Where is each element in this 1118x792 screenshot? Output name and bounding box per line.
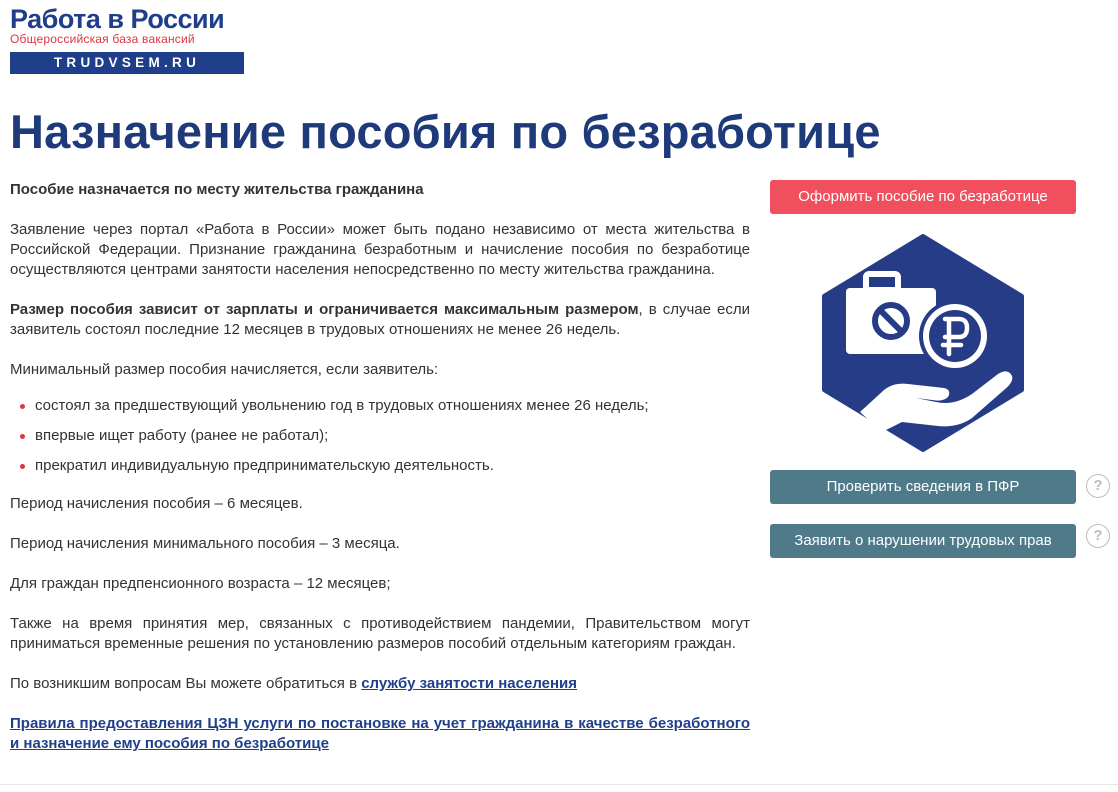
paragraph-application: Заявление через портал «Работа в России» может быть подано независимо от места жительства в Российской Федерации. Признание гражданина безработным и начисление пособия по безработице осуществляются центрами занятости населения непосредственно по месту жительства гражданина. (10, 221, 750, 278)
logo-domain: TRUDVSEM.RU (10, 52, 244, 74)
check-pfr-button[interactable]: Проверить сведения в ПФР (770, 470, 1076, 504)
list-item: состоял за предшествующий увольнению год в трудовых отношениях менее 26 недель; (10, 392, 750, 422)
bullet-dot-icon (20, 434, 25, 439)
paragraph-pandemic: Также на время принятия мер, связанных с противодействием пандемии, Правительством могут приниматься временные решения по установлению размеров пособий отдельным категориям граждан. (10, 615, 750, 652)
site-logo[interactable] (10, 4, 245, 74)
apply-benefit-button[interactable]: Оформить пособие по безработице (770, 180, 1076, 214)
ruble-coin-icon (919, 300, 991, 372)
report-violation-button[interactable]: Заявить о нарушении трудовых прав (770, 524, 1076, 558)
conditions-list (10, 392, 750, 482)
paragraph-minimum: Минимальный размер пособия начисляется, если заявитель: (10, 361, 439, 378)
paragraph-prepension: Для граждан предпенсионного возраста – 12 месяцев; (10, 575, 391, 592)
bullet-dot-icon (20, 404, 25, 409)
bullet-dot-icon (20, 464, 25, 469)
help-icon[interactable]: ? (1086, 524, 1110, 548)
logo-subtitle: Общероссийская база вакансий (10, 32, 195, 46)
main-content (10, 180, 750, 754)
unemployment-benefit-illustration (822, 234, 1024, 452)
paragraph-contact: По возникшим вопросам Вы можете обратиться в службу занятости населения (10, 675, 578, 692)
rules-link[interactable]: Правила предоставления ЦЗН услуги по постановке на учет гражданина в качестве безработного и назначение ему пособия по безработице (10, 715, 750, 752)
page-title: Назначение пособия по безработице (10, 105, 881, 158)
paragraph-period: Период начисления пособия – 6 месяцев. (10, 495, 303, 512)
employment-service-link[interactable]: службу занятости населения (361, 675, 578, 692)
list-item: прекратил индивидуальную предпринимательскую деятельность. (10, 452, 750, 482)
paragraph-benefit-size (10, 300, 750, 340)
benefit-size-rest: , в случае если заявитель состоял последние 12 месяцев в трудовых отношениях не менее 26 недель. (10, 301, 750, 338)
divider (0, 784, 1118, 785)
lead-text: Пособие назначается по месту жительства гражданина (10, 181, 424, 198)
paragraph-period-minimum: Период начисления минимального пособия – 3 месяца. (10, 535, 400, 552)
list-item: впервые ищет работу (ранее не работал); (10, 422, 750, 452)
benefit-size-bold: Размер пособия зависит от зарплаты и ограничивается максимальным размером (10, 301, 639, 318)
help-icon[interactable]: ? (1086, 474, 1110, 498)
logo-title: Работа в России (10, 4, 225, 34)
sidebar (770, 180, 1110, 560)
